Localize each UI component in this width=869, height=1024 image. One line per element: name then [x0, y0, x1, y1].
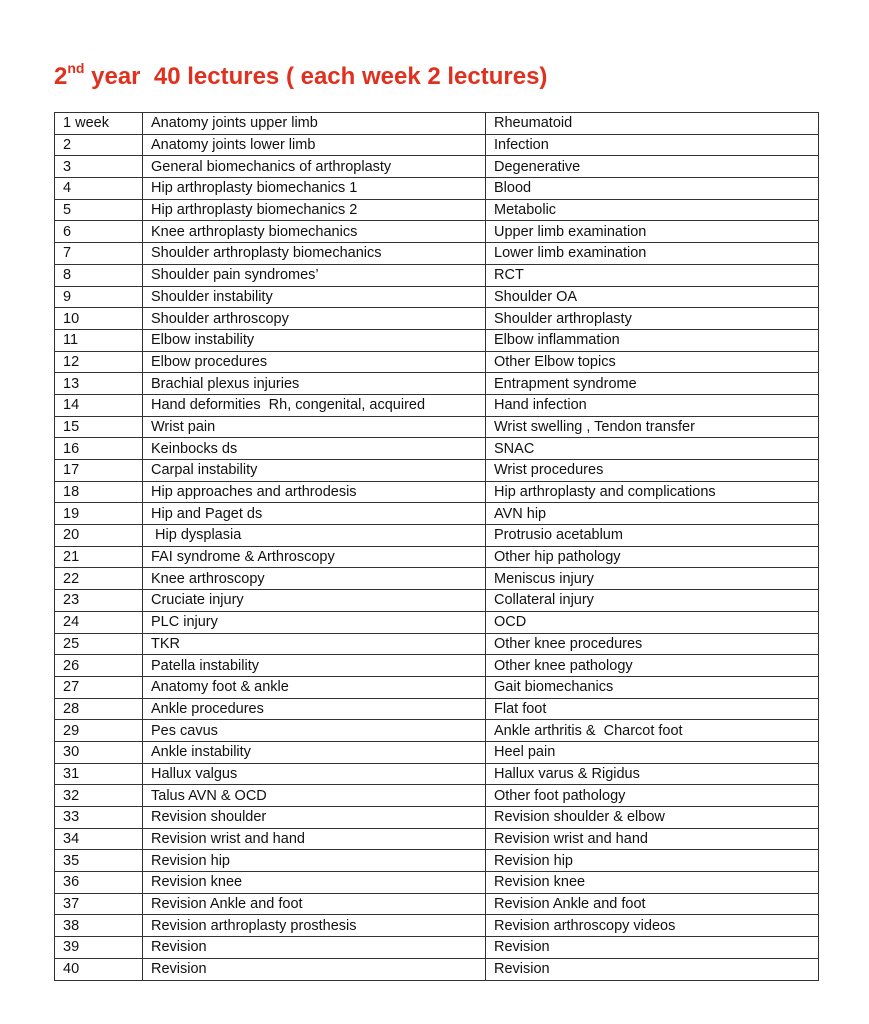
week-cell: 13 — [55, 373, 143, 395]
lecture-b-cell: Ankle arthritis & Charcot foot — [486, 720, 819, 742]
lecture-b-cell: Blood — [486, 178, 819, 200]
week-cell: 26 — [55, 655, 143, 677]
table-row — [55, 373, 819, 395]
lecture-a-cell: Talus AVN & OCD — [143, 785, 486, 807]
lecture-b-cell: Hand infection — [486, 394, 819, 416]
lecture-b-cell: SNAC — [486, 438, 819, 460]
title-rest: year 40 lectures ( each week 2 lectures) — [84, 63, 548, 90]
lecture-a-cell: Shoulder pain syndromes’ — [143, 264, 486, 286]
week-cell: 22 — [55, 568, 143, 590]
week-cell: 23 — [55, 590, 143, 612]
lecture-b-cell: Other knee procedures — [486, 633, 819, 655]
week-cell: 18 — [55, 481, 143, 503]
lecture-b-cell: Upper limb examination — [486, 221, 819, 243]
lecture-schedule-body — [55, 113, 819, 981]
lecture-b-cell: Collateral injury — [486, 590, 819, 612]
table-row — [55, 134, 819, 156]
table-row — [55, 785, 819, 807]
week-cell: 29 — [55, 720, 143, 742]
lecture-a-cell: Shoulder instability — [143, 286, 486, 308]
lecture-a-cell: TKR — [143, 633, 486, 655]
table-row — [55, 915, 819, 937]
lecture-b-cell: RCT — [486, 264, 819, 286]
lecture-a-cell: Ankle instability — [143, 741, 486, 763]
week-cell: 4 — [55, 178, 143, 200]
lecture-a-cell: PLC injury — [143, 611, 486, 633]
table-row — [55, 156, 819, 178]
lecture-a-cell: Revision arthroplasty prosthesis — [143, 915, 486, 937]
week-cell: 5 — [55, 199, 143, 221]
lecture-a-cell: Revision wrist and hand — [143, 828, 486, 850]
week-cell: 35 — [55, 850, 143, 872]
table-row — [55, 958, 819, 980]
week-cell: 12 — [55, 351, 143, 373]
lecture-a-cell: Revision Ankle and foot — [143, 893, 486, 915]
lecture-b-cell: Entrapment syndrome — [486, 373, 819, 395]
table-row — [55, 633, 819, 655]
week-cell: 15 — [55, 416, 143, 438]
lecture-a-cell: Revision — [143, 958, 486, 980]
lecture-a-cell: Anatomy joints upper limb — [143, 113, 486, 135]
lecture-b-cell: AVN hip — [486, 503, 819, 525]
table-row — [55, 394, 819, 416]
lecture-b-cell: Metabolic — [486, 199, 819, 221]
lecture-a-cell: Revision shoulder — [143, 807, 486, 829]
table-row — [55, 611, 819, 633]
table-row — [55, 763, 819, 785]
lecture-b-cell: Elbow inflammation — [486, 329, 819, 351]
lecture-b-cell: Rheumatoid — [486, 113, 819, 135]
lecture-a-cell: Revision knee — [143, 872, 486, 894]
week-cell: 33 — [55, 807, 143, 829]
table-row — [55, 850, 819, 872]
lecture-a-cell: FAI syndrome & Arthroscopy — [143, 546, 486, 568]
lecture-b-cell: Shoulder OA — [486, 286, 819, 308]
lecture-b-cell: Other Elbow topics — [486, 351, 819, 373]
lecture-a-cell: Hip dysplasia — [143, 525, 486, 547]
week-cell: 9 — [55, 286, 143, 308]
week-cell: 38 — [55, 915, 143, 937]
lecture-b-cell: Lower limb examination — [486, 243, 819, 265]
week-cell: 6 — [55, 221, 143, 243]
lecture-a-cell: Brachial plexus injuries — [143, 373, 486, 395]
week-cell: 19 — [55, 503, 143, 525]
week-cell: 28 — [55, 698, 143, 720]
lecture-b-cell: Revision shoulder & elbow — [486, 807, 819, 829]
title-ordinal-suffix: nd — [67, 60, 85, 76]
table-row — [55, 590, 819, 612]
lecture-b-cell: Revision wrist and hand — [486, 828, 819, 850]
lecture-a-cell: Shoulder arthroplasty biomechanics — [143, 243, 486, 265]
lecture-a-cell: Hallux valgus — [143, 763, 486, 785]
table-row — [55, 286, 819, 308]
lecture-a-cell: Keinbocks ds — [143, 438, 486, 460]
lecture-b-cell: Shoulder arthroplasty — [486, 308, 819, 330]
lecture-a-cell: Cruciate injury — [143, 590, 486, 612]
lecture-b-cell: Degenerative — [486, 156, 819, 178]
week-cell: 17 — [55, 460, 143, 482]
lecture-schedule-table — [54, 112, 819, 981]
lecture-a-cell: Knee arthroplasty biomechanics — [143, 221, 486, 243]
week-cell: 25 — [55, 633, 143, 655]
lecture-b-cell: Revision knee — [486, 872, 819, 894]
lecture-a-cell: Wrist pain — [143, 416, 486, 438]
lecture-a-cell: Carpal instability — [143, 460, 486, 482]
lecture-a-cell: Pes cavus — [143, 720, 486, 742]
lecture-b-cell: Infection — [486, 134, 819, 156]
table-row — [55, 546, 819, 568]
lecture-b-cell: Flat foot — [486, 698, 819, 720]
week-cell: 10 — [55, 308, 143, 330]
table-row — [55, 243, 819, 265]
table-row — [55, 741, 819, 763]
lecture-b-cell: Wrist procedures — [486, 460, 819, 482]
table-row — [55, 199, 819, 221]
lecture-b-cell: Heel pain — [486, 741, 819, 763]
table-row — [55, 416, 819, 438]
table-row — [55, 828, 819, 850]
lecture-a-cell: Shoulder arthroscopy — [143, 308, 486, 330]
week-cell: 14 — [55, 394, 143, 416]
lecture-b-cell: Other knee pathology — [486, 655, 819, 677]
table-row — [55, 720, 819, 742]
table-row — [55, 872, 819, 894]
lecture-b-cell: Revision — [486, 937, 819, 959]
lecture-a-cell: Anatomy foot & ankle — [143, 676, 486, 698]
table-row — [55, 308, 819, 330]
lecture-b-cell: Hallux varus & Rigidus — [486, 763, 819, 785]
lecture-b-cell: Other foot pathology — [486, 785, 819, 807]
table-row — [55, 525, 819, 547]
table-row — [55, 329, 819, 351]
week-cell: 30 — [55, 741, 143, 763]
lecture-a-cell: Ankle procedures — [143, 698, 486, 720]
table-row — [55, 264, 819, 286]
table-row — [55, 460, 819, 482]
lecture-a-cell: General biomechanics of arthroplasty — [143, 156, 486, 178]
lecture-b-cell: Revision Ankle and foot — [486, 893, 819, 915]
lecture-b-cell: Revision — [486, 958, 819, 980]
lecture-a-cell: Revision — [143, 937, 486, 959]
lecture-a-cell: Hip approaches and arthrodesis — [143, 481, 486, 503]
week-cell: 1 week — [55, 113, 143, 135]
lecture-a-cell: Hip and Paget ds — [143, 503, 486, 525]
table-row — [55, 481, 819, 503]
lecture-a-cell: Hand deformities Rh, congenital, acquired — [143, 394, 486, 416]
week-cell: 32 — [55, 785, 143, 807]
table-row — [55, 351, 819, 373]
week-cell: 40 — [55, 958, 143, 980]
table-row — [55, 438, 819, 460]
week-cell: 16 — [55, 438, 143, 460]
week-cell: 27 — [55, 676, 143, 698]
table-row — [55, 568, 819, 590]
table-row — [55, 698, 819, 720]
lecture-b-cell: Other hip pathology — [486, 546, 819, 568]
week-cell: 34 — [55, 828, 143, 850]
week-cell: 39 — [55, 937, 143, 959]
lecture-a-cell: Patella instability — [143, 655, 486, 677]
week-cell: 2 — [55, 134, 143, 156]
week-cell: 21 — [55, 546, 143, 568]
page-title — [54, 62, 547, 91]
table-row — [55, 676, 819, 698]
lecture-a-cell: Elbow procedures — [143, 351, 486, 373]
week-cell: 31 — [55, 763, 143, 785]
lecture-b-cell: Wrist swelling , Tendon transfer — [486, 416, 819, 438]
lecture-b-cell: Revision arthroscopy videos — [486, 915, 819, 937]
table-row — [55, 221, 819, 243]
week-cell: 11 — [55, 329, 143, 351]
week-cell: 24 — [55, 611, 143, 633]
table-row — [55, 937, 819, 959]
week-cell: 3 — [55, 156, 143, 178]
lecture-a-cell: Hip arthroplasty biomechanics 2 — [143, 199, 486, 221]
week-cell: 8 — [55, 264, 143, 286]
table-row — [55, 807, 819, 829]
lecture-a-cell: Hip arthroplasty biomechanics 1 — [143, 178, 486, 200]
week-cell: 36 — [55, 872, 143, 894]
title-ordinal-number: 2 — [54, 63, 68, 90]
table-row — [55, 893, 819, 915]
table-row — [55, 655, 819, 677]
lecture-a-cell: Revision hip — [143, 850, 486, 872]
lecture-b-cell: Hip arthroplasty and complications — [486, 481, 819, 503]
lecture-b-cell: Protrusio acetablum — [486, 525, 819, 547]
lecture-a-cell: Anatomy joints lower limb — [143, 134, 486, 156]
week-cell: 7 — [55, 243, 143, 265]
week-cell: 20 — [55, 525, 143, 547]
lecture-b-cell: OCD — [486, 611, 819, 633]
week-cell: 37 — [55, 893, 143, 915]
lecture-b-cell: Revision hip — [486, 850, 819, 872]
table-row — [55, 113, 819, 135]
lecture-a-cell: Elbow instability — [143, 329, 486, 351]
lecture-a-cell: Knee arthroscopy — [143, 568, 486, 590]
lecture-b-cell: Gait biomechanics — [486, 676, 819, 698]
lecture-b-cell: Meniscus injury — [486, 568, 819, 590]
table-row — [55, 503, 819, 525]
table-row — [55, 178, 819, 200]
